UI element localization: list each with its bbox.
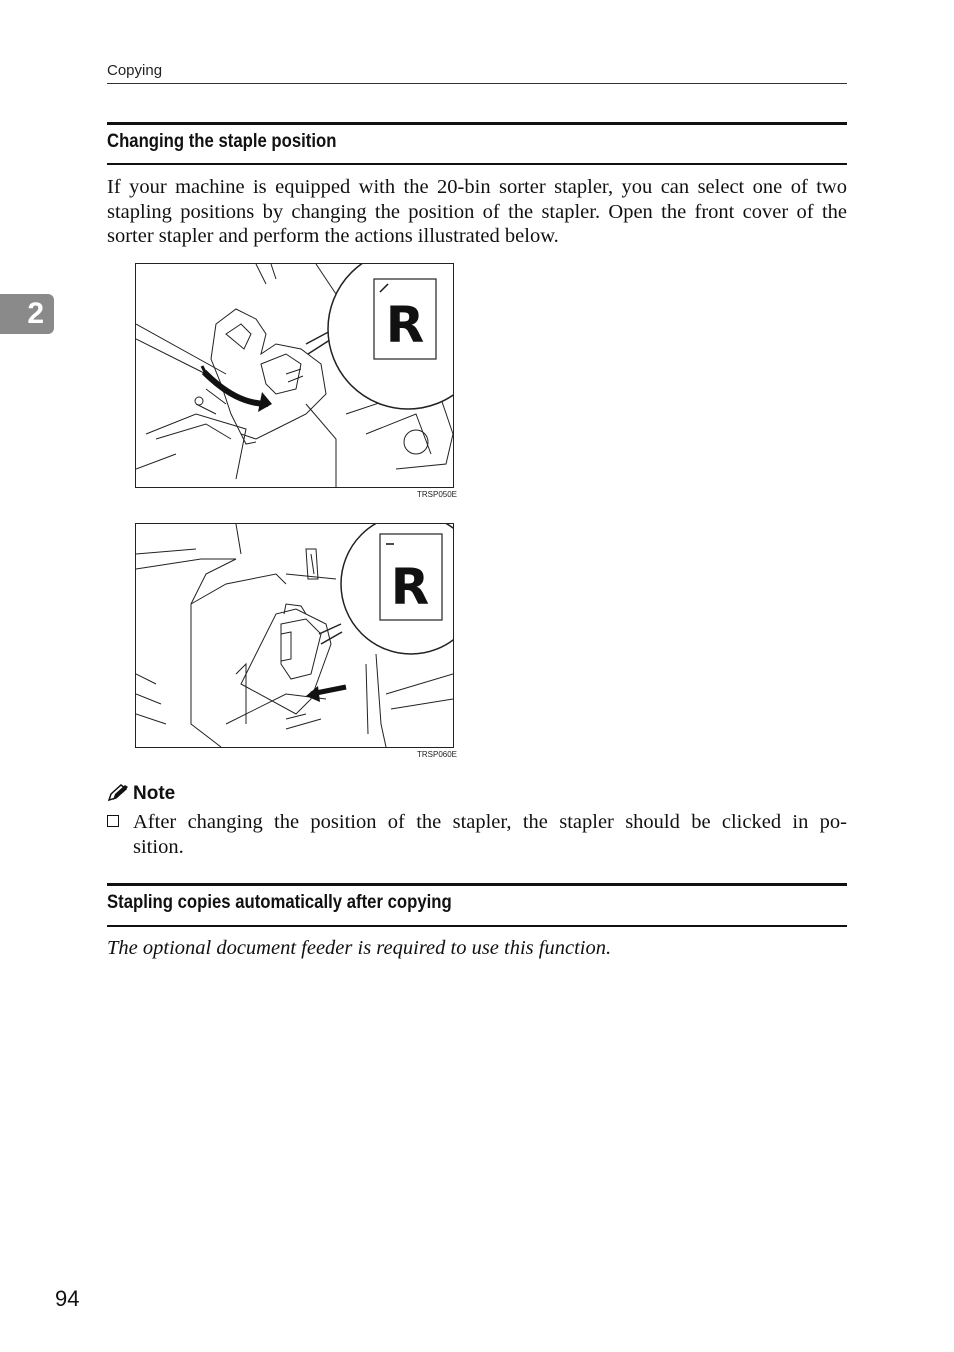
chapter-tab: 2 (0, 294, 54, 334)
running-header: Copying (107, 62, 163, 79)
section-bottom-rule (107, 163, 847, 165)
section-title: Changing the staple position (107, 131, 337, 152)
page-number: 94 (55, 1286, 80, 1311)
page-letter: R (385, 296, 425, 354)
stapler-diagonal-position-illustration (136, 264, 453, 487)
section-top-rule (107, 883, 847, 886)
page-letter: R (390, 558, 430, 616)
note-heading (107, 783, 175, 808)
checkbox-bullet-icon (107, 815, 119, 827)
figure-code: TRSP060E (417, 750, 458, 759)
stapler-illustration-2 (135, 523, 454, 748)
section-top-rule (107, 122, 847, 125)
note-text-line-1: After changing the position of the stapler, the stapler should be clicked in po- (133, 811, 847, 833)
note-text-line-2: sition. (133, 835, 184, 858)
stapler-illustration-1 (135, 263, 454, 488)
section-body: If your machine is equipped with the 20-bin sorter stapler, you can select one of two stapling positions by changing the position of the stapler. Open the front cover of the sorter stapler and perform the actions illustrated below. (107, 176, 847, 247)
pencil-note-icon (107, 784, 129, 808)
figure-code: TRSP050E (417, 490, 458, 499)
section-bottom-rule (107, 925, 847, 927)
section-body: The optional document feeder is required to use this function. (107, 937, 612, 959)
header-divider (107, 83, 847, 84)
section-title: Stapling copies automatically after copying (107, 892, 452, 913)
note-text (133, 810, 847, 859)
stapler-top-position-illustration (136, 524, 453, 747)
note-label: Note (133, 783, 176, 804)
